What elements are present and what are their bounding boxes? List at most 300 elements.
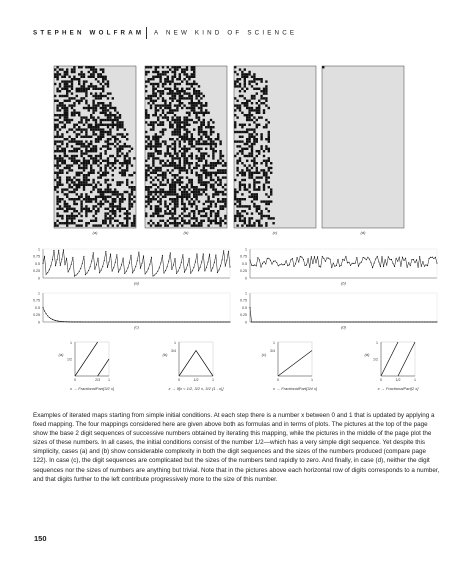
size-point: [381, 321, 382, 322]
size-point: [279, 264, 280, 265]
size-point: [322, 321, 323, 322]
size-point: [145, 321, 146, 322]
size-point: [337, 321, 338, 322]
size-point: [377, 321, 378, 322]
size-point: [394, 321, 395, 322]
size-point: [112, 321, 113, 322]
size-point: [63, 321, 64, 322]
size-point: [286, 321, 287, 322]
size-point: [392, 321, 393, 322]
size-point: [47, 272, 48, 273]
map-plot-d: [365, 341, 420, 391]
size-point: [47, 315, 48, 316]
size-point: [436, 321, 437, 322]
size-point: [222, 259, 223, 260]
size-point: [52, 259, 53, 260]
size-point: [192, 270, 193, 271]
size-point: [270, 260, 271, 261]
size-point: [413, 321, 414, 322]
size-point: [193, 321, 194, 322]
size-point: [276, 262, 277, 263]
size-point: [203, 321, 204, 322]
size-point: [148, 268, 149, 269]
size-point: [80, 321, 81, 322]
size-point: [425, 321, 426, 322]
size-point: [397, 261, 398, 262]
size-point: [339, 266, 340, 267]
map-plot-a: [59, 341, 115, 391]
map-plot-b: [163, 341, 225, 391]
size-point: [306, 321, 307, 322]
size-point: [163, 272, 164, 273]
size-point: [407, 267, 408, 268]
size-point: [167, 321, 168, 322]
digit-sequence-grids: [54, 66, 404, 235]
size-point: [317, 256, 318, 257]
size-point: [295, 321, 296, 322]
size-point: [149, 321, 150, 322]
size-point: [179, 267, 180, 268]
size-plot-d: [240, 291, 438, 329]
size-point: [86, 321, 87, 322]
size-point: [141, 263, 142, 264]
size-point: [68, 271, 69, 272]
size-point: [273, 321, 274, 322]
size-point: [223, 250, 224, 251]
size-point: [290, 259, 291, 260]
map-plot-c: [262, 341, 318, 391]
size-point: [260, 266, 261, 267]
map-label: (a): [58, 352, 64, 357]
size-point: [204, 321, 205, 322]
size-point: [402, 321, 403, 322]
size-point: [301, 321, 302, 322]
size-point: [165, 270, 166, 271]
size-point: [181, 262, 182, 263]
size-point: [358, 266, 359, 267]
size-point: [256, 321, 257, 322]
size-point: [108, 262, 109, 263]
size-point: [159, 321, 160, 322]
size-point: [178, 271, 179, 272]
map-y-tick: 1/2: [373, 357, 378, 362]
size-point: [356, 321, 357, 322]
size-point: [200, 321, 201, 322]
size-point: [220, 265, 221, 266]
size-point: [276, 321, 277, 322]
y-tick-label: 1: [245, 291, 247, 296]
map-x-tick: 1: [108, 378, 110, 382]
size-point: [253, 265, 254, 266]
size-point: [91, 321, 92, 322]
black-cells: [322, 66, 324, 68]
size-point: [209, 321, 210, 322]
size-point: [386, 321, 387, 322]
size-point: [416, 259, 417, 260]
map-frame: [179, 342, 213, 376]
size-point: [339, 321, 340, 322]
size-point: [151, 257, 152, 258]
size-point: [422, 321, 423, 322]
size-point: [421, 321, 422, 322]
size-point: [347, 262, 348, 263]
size-point: [348, 321, 349, 322]
size-point: [93, 321, 94, 322]
size-point: [408, 262, 409, 263]
size-point: [308, 321, 309, 322]
size-point: [432, 321, 433, 322]
size-point: [83, 256, 84, 257]
size-point: [328, 321, 329, 322]
size-point: [389, 259, 390, 260]
size-point: [201, 321, 202, 322]
size-point: [203, 253, 204, 254]
size-point: [257, 257, 258, 258]
size-point: [226, 321, 227, 322]
size-point: [330, 321, 331, 322]
size-point: [174, 321, 175, 322]
size-point: [271, 321, 272, 322]
size-point: [334, 266, 335, 267]
size-plots: [33, 247, 438, 329]
size-point: [262, 321, 263, 322]
size-point: [53, 250, 54, 251]
size-point: [268, 258, 269, 259]
size-point: [58, 321, 59, 322]
size-point: [429, 321, 430, 322]
size-point: [292, 321, 293, 322]
size-point: [298, 261, 299, 262]
size-point: [94, 269, 95, 270]
y-tick-label: 0.25: [33, 313, 40, 318]
size-point: [331, 267, 332, 268]
size-point: [185, 321, 186, 322]
size-point: [174, 258, 175, 259]
map-label: (c): [261, 352, 267, 357]
size-point: [388, 256, 389, 257]
size-point: [119, 269, 120, 270]
size-point: [418, 267, 419, 268]
size-point: [260, 321, 261, 322]
size-point: [173, 265, 174, 266]
map-x-tick: 1/2: [395, 378, 401, 382]
size-point: [75, 275, 76, 276]
size-point: [90, 321, 91, 322]
size-point: [130, 255, 131, 256]
size-point: [259, 259, 260, 260]
size-point: [157, 271, 158, 272]
size-point: [71, 321, 72, 322]
size-point: [308, 258, 309, 259]
size-point: [254, 264, 255, 265]
size-point: [367, 257, 368, 258]
size-point: [64, 321, 65, 322]
map-plots: [59, 341, 420, 391]
size-point: [104, 321, 105, 322]
size-point: [68, 321, 69, 322]
size-point: [389, 321, 390, 322]
size-point: [289, 321, 290, 322]
map-y-tick: 1: [376, 341, 378, 345]
size-point: [251, 265, 252, 266]
size-point: [297, 321, 298, 322]
y-tick-label: 0.75: [240, 254, 247, 259]
size-point: [88, 270, 89, 271]
size-point: [414, 321, 415, 322]
size-point: [91, 261, 92, 262]
size-point: [348, 262, 349, 263]
size-point: [405, 321, 406, 322]
size-point: [115, 262, 116, 263]
digit-grid-b: [145, 66, 227, 235]
size-point: [298, 321, 299, 322]
size-point: [410, 265, 411, 266]
size-point: [190, 321, 191, 322]
size-point: [61, 259, 62, 260]
size-point: [374, 263, 375, 264]
size-point: [301, 257, 302, 258]
size-point: [55, 320, 56, 321]
size-point: [176, 321, 177, 322]
size-point: [74, 276, 75, 277]
size-point: [200, 267, 201, 268]
size-point: [284, 321, 285, 322]
size-point: [168, 321, 169, 322]
size-point: [281, 263, 282, 264]
size-point: [86, 272, 87, 273]
y-tick-label: 0: [38, 276, 40, 281]
size-point: [419, 321, 420, 322]
size-point: [334, 321, 335, 322]
size-point: [105, 251, 106, 252]
size-point: [170, 321, 171, 322]
size-point: [282, 321, 283, 322]
size-point: [66, 321, 67, 322]
size-point: [196, 253, 197, 254]
size-point: [303, 321, 304, 322]
size-point: [370, 262, 371, 263]
size-point: [309, 267, 310, 268]
size-point: [366, 321, 367, 322]
size-point: [189, 258, 190, 259]
size-point: [107, 267, 108, 268]
size-point: [386, 265, 387, 266]
size-point: [300, 321, 301, 322]
size-point: [359, 263, 360, 264]
size-point: [160, 262, 161, 263]
size-point: [411, 321, 412, 322]
size-point: [333, 321, 334, 322]
size-point: [72, 257, 73, 258]
size-point: [262, 263, 263, 264]
size-point: [218, 269, 219, 270]
size-point: [57, 259, 58, 260]
size-point: [331, 321, 332, 322]
size-point: [226, 260, 227, 261]
size-point: [44, 256, 45, 257]
size-point: [286, 260, 287, 261]
map-x-tick: 2/3: [95, 378, 101, 382]
size-point: [113, 267, 114, 268]
size-point: [265, 321, 266, 322]
size-point: [85, 274, 86, 275]
size-point: [377, 256, 378, 257]
size-point: [287, 265, 288, 266]
size-point: [49, 317, 50, 318]
y-tick-label: 0: [38, 320, 40, 325]
size-point: [112, 271, 113, 272]
size-point: [408, 321, 409, 322]
size-point: [170, 252, 171, 253]
size-point: [137, 260, 138, 261]
size-point: [101, 270, 102, 271]
size-point: [287, 321, 288, 322]
size-point: [425, 264, 426, 265]
map-x-tick: 0: [178, 378, 180, 382]
size-point: [435, 321, 436, 322]
size-point: [218, 321, 219, 322]
size-point: [83, 321, 84, 322]
grid-background: [322, 66, 404, 228]
size-point: [410, 321, 411, 322]
size-point: [435, 257, 436, 258]
map-formula: x → FractionalPart[3/4 x]: [272, 386, 318, 391]
size-point: [251, 321, 252, 322]
size-point: [424, 321, 425, 322]
size-point: [325, 261, 326, 262]
size-point: [312, 321, 313, 322]
size-point: [403, 321, 404, 322]
size-point: [265, 263, 266, 264]
size-point: [381, 256, 382, 257]
size-point: [97, 258, 98, 259]
size-point: [290, 321, 291, 322]
map-x-tick: 0: [277, 378, 279, 382]
size-point: [85, 321, 86, 322]
size-point: [79, 271, 80, 272]
size-point: [229, 266, 230, 267]
size-point: [146, 321, 147, 322]
size-point: [189, 321, 190, 322]
size-point: [63, 249, 64, 250]
size-point: [337, 259, 338, 260]
size-point: [411, 259, 412, 260]
size-point: [430, 321, 431, 322]
size-point: [419, 256, 420, 257]
grid-label: (b): [183, 230, 189, 235]
map-y-tick: 1: [174, 341, 176, 345]
size-point: [270, 321, 271, 322]
size-point: [198, 270, 199, 271]
size-point: [361, 262, 362, 263]
size-point: [154, 274, 155, 275]
size-point: [110, 321, 111, 322]
y-tick-label: 1: [245, 247, 247, 252]
size-point: [71, 264, 72, 265]
size-point: [167, 266, 168, 267]
size-point: [110, 254, 111, 255]
size-point: [137, 321, 138, 322]
size-point: [350, 321, 351, 322]
size-point: [220, 321, 221, 322]
size-point: [116, 254, 117, 255]
map-y-tick: 1/2: [67, 357, 72, 362]
size-point: [215, 255, 216, 256]
size-point: [151, 321, 152, 322]
size-point: [253, 321, 254, 322]
size-point: [176, 273, 177, 274]
size-point: [214, 321, 215, 322]
size-point: [249, 307, 250, 308]
initial-digit: [322, 66, 324, 68]
size-point: [118, 321, 119, 322]
y-tick-label: 0.75: [33, 298, 40, 303]
size-point: [223, 321, 224, 322]
size-point: [380, 266, 381, 267]
y-tick-label: 0.5: [35, 261, 40, 266]
size-point: [138, 321, 139, 322]
size-point: [157, 321, 158, 322]
size-point: [353, 321, 354, 322]
size-point: [173, 321, 174, 322]
size-point: [217, 321, 218, 322]
size-point: [359, 321, 360, 322]
size-point: [429, 258, 430, 259]
size-point: [392, 263, 393, 264]
size-point: [124, 321, 125, 322]
size-point: [312, 263, 313, 264]
size-plot-a: [33, 247, 231, 285]
size-point: [275, 321, 276, 322]
size-point: [94, 321, 95, 322]
page-number: 150: [34, 534, 47, 543]
size-point: [116, 321, 117, 322]
size-plot-label: (c): [134, 324, 139, 330]
size-point: [319, 266, 320, 267]
size-point: [143, 255, 144, 256]
size-point: [432, 257, 433, 258]
map-y-tick: 1: [70, 341, 72, 345]
size-point: [212, 267, 213, 268]
size-point: [424, 266, 425, 267]
size-point: [267, 258, 268, 259]
size-point: [69, 321, 70, 322]
size-point: [399, 321, 400, 322]
size-point: [413, 259, 414, 260]
size-point: [99, 272, 100, 273]
size-point: [264, 321, 265, 322]
size-point: [281, 321, 282, 322]
size-point: [320, 321, 321, 322]
size-plot-label: (d): [341, 324, 346, 330]
size-point: [101, 321, 102, 322]
size-point: [79, 321, 80, 322]
size-point: [181, 321, 182, 322]
map-curve: [278, 351, 312, 377]
size-point: [163, 321, 164, 322]
size-point: [123, 258, 124, 259]
size-point: [284, 264, 285, 265]
size-point: [185, 269, 186, 270]
size-point: [367, 321, 368, 322]
size-plot-c: [33, 291, 231, 329]
size-point: [418, 321, 419, 322]
size-point: [214, 262, 215, 263]
size-point: [372, 321, 373, 322]
map-formula: x → FractionalPart[2 x]: [377, 386, 419, 391]
size-point: [295, 263, 296, 264]
size-point: [293, 266, 294, 267]
